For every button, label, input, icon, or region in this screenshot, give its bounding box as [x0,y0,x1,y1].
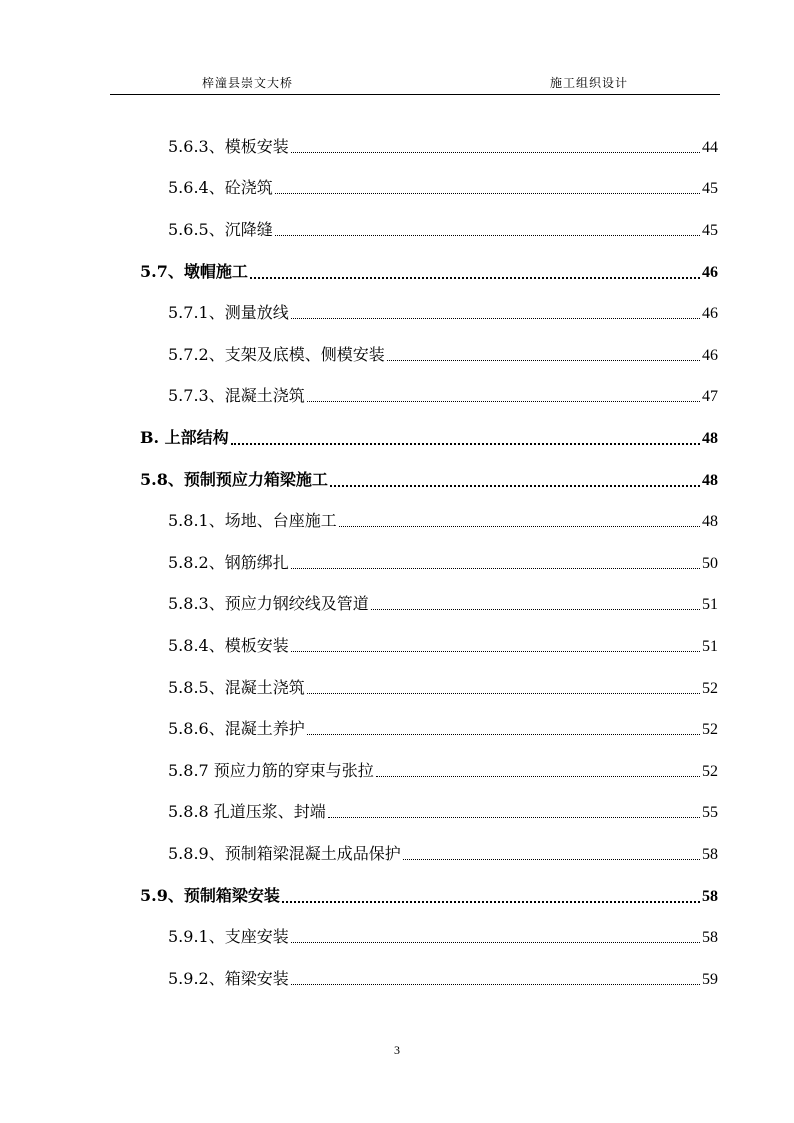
toc-entry-page: 58 [702,888,718,905]
toc-entry-page: 48 [702,472,718,489]
page-number: 3 [394,1043,400,1057]
toc-entry-label: 5.7.2、支架及底模、侧模安装 [168,345,385,364]
toc-entry-label: 5.8.4、模板安装 [168,636,289,655]
toc-entry-label: 5.9、预制箱梁安装 [140,886,280,905]
toc-entry-label: 5.8.6、混凝土养护 [168,719,305,738]
toc-entry-label: 5.6.5、沉降缝 [168,220,273,239]
toc-leader-dots [291,968,700,985]
toc-entry[interactable] [168,718,718,740]
toc-entry[interactable] [168,926,718,948]
toc-entry[interactable] [168,801,718,823]
toc-entry[interactable] [168,677,718,699]
toc-entry-label: 5.8.8 孔道压浆、封端 [168,802,326,821]
toc-entry-label: 5.8.3、预应力钢绞线及管道 [168,594,369,613]
toc-entry[interactable] [168,136,718,158]
toc-entry[interactable] [168,177,718,199]
toc-leader-dots [291,136,700,153]
toc-entry-label: B. 上部结构 [140,428,229,447]
toc-leader-dots [403,843,700,860]
toc-entry-page: 52 [702,680,718,697]
toc-entry-page: 46 [702,264,718,281]
toc-leader-dots [339,510,700,527]
toc-entry-page: 52 [702,721,718,738]
toc-leader-dots [371,593,700,610]
toc-entry[interactable] [168,760,718,782]
toc-entry-page: 45 [702,180,718,197]
header-project-name: 梓潼县崇文大桥 [202,76,294,90]
toc-leader-dots [307,718,700,735]
toc-entry-page: 46 [702,305,718,322]
toc-entry-page: 58 [702,846,718,863]
toc-leader-dots [291,302,700,319]
toc-entry-page: 55 [702,804,718,821]
toc-entry-page: 51 [702,638,718,655]
toc-entry[interactable] [168,593,718,615]
toc-entry[interactable] [168,843,718,865]
toc-entry-label: 5.8.1、场地、台座施工 [168,511,337,530]
toc-leader-dots [291,926,700,943]
toc-entry[interactable] [168,344,718,366]
toc-entry-label: 5.8.2、钢筋绑扎 [168,553,289,572]
toc-entry-label: 5.8.5、混凝土浇筑 [168,678,305,697]
toc-entry-label: 5.8.7 预应力筋的穿束与张拉 [168,761,374,780]
toc-entry[interactable] [168,302,718,324]
toc-leader-dots [376,760,700,777]
toc-entry[interactable] [140,261,718,283]
toc-entry-page: 48 [702,513,718,530]
toc-entry-label: 5.7、墩帽施工 [140,262,248,281]
toc-entry[interactable] [140,427,718,449]
toc-entry[interactable] [168,510,718,532]
toc-leader-dots [307,677,700,694]
toc-entry-page: 59 [702,971,718,988]
toc-entry[interactable] [168,635,718,657]
toc-leader-dots [330,469,700,487]
toc-entry-page: 46 [702,347,718,364]
toc-leader-dots [250,261,700,279]
toc-entry-page: 47 [702,388,718,405]
toc-entry-page: 48 [702,430,718,447]
toc-entry-label: 5.6.3、模板安装 [168,137,289,156]
toc-leader-dots [307,385,700,402]
toc-entry[interactable] [140,469,718,491]
toc-entry-page: 50 [702,555,718,572]
toc-entry-label: 5.7.3、混凝土浇筑 [168,386,305,405]
toc-entry-label: 5.8、预制预应力箱梁施工 [140,470,328,489]
toc-leader-dots [387,344,700,361]
toc-entry-page: 45 [702,222,718,239]
toc-entry-label: 5.8.9、预制箱梁混凝土成品保护 [168,844,401,863]
toc-entry[interactable] [140,885,718,907]
toc-entry-label: 5.9.2、箱梁安装 [168,969,289,988]
toc-leader-dots [275,219,700,236]
toc-leader-dots [275,177,700,194]
header-document-title: 施工组织设计 [550,76,629,90]
toc-entry-label: 5.6.4、砼浇筑 [168,178,273,197]
toc-entry-page: 51 [702,596,718,613]
toc-leader-dots [291,552,700,569]
toc-entry[interactable] [168,385,718,407]
toc-entry[interactable] [168,968,718,990]
toc-entry-page: 44 [702,139,718,156]
toc-entry-page: 58 [702,929,718,946]
toc-entry[interactable] [168,552,718,574]
toc-entry-page: 52 [702,763,718,780]
toc-leader-dots [231,427,700,445]
toc-entry[interactable] [168,219,718,241]
toc-leader-dots [328,801,700,818]
toc-leader-dots [282,885,700,903]
toc-entry-label: 5.9.1、支座安装 [168,927,289,946]
toc-entry-label: 5.7.1、测量放线 [168,303,289,322]
toc-leader-dots [291,635,700,652]
